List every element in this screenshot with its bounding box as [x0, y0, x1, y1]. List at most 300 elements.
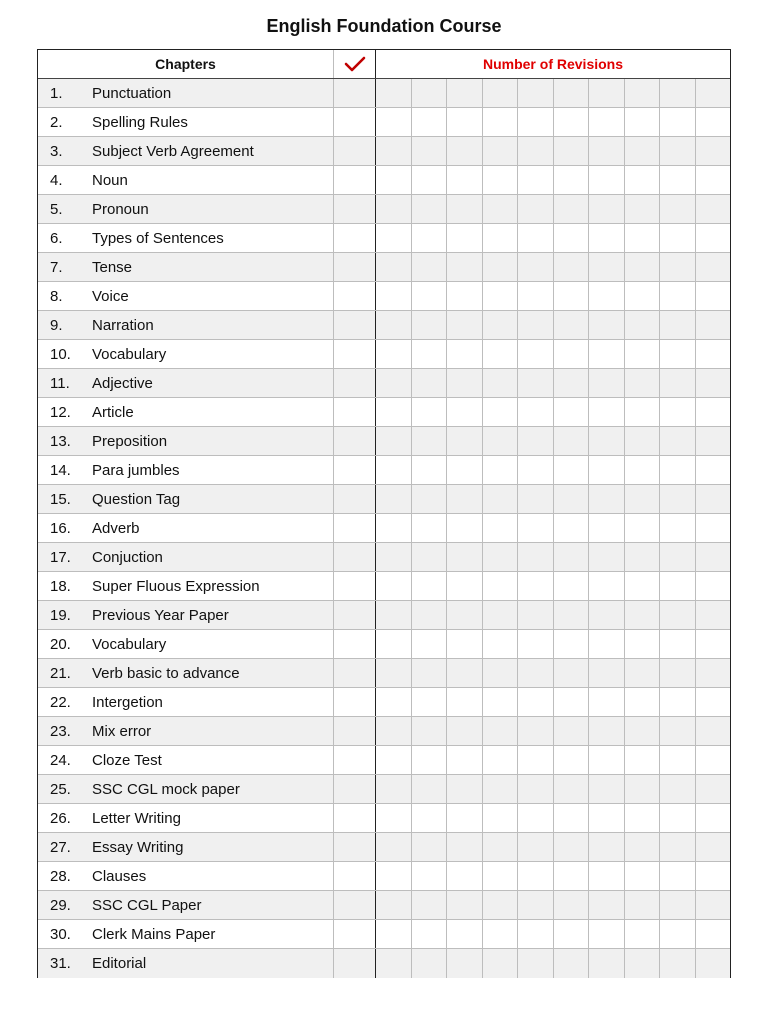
revision-cell[interactable]	[518, 601, 554, 629]
revision-cell[interactable]	[696, 630, 731, 658]
revision-cell[interactable]	[554, 746, 590, 774]
revision-cell[interactable]	[625, 891, 661, 919]
revision-cell[interactable]	[412, 746, 448, 774]
revision-cell[interactable]	[625, 833, 661, 861]
revision-cell[interactable]	[518, 659, 554, 687]
revision-cell[interactable]	[696, 340, 731, 368]
revision-cell[interactable]	[447, 862, 483, 890]
revision-cell[interactable]	[660, 224, 696, 252]
revision-cell[interactable]	[447, 688, 483, 716]
revision-cell[interactable]	[660, 891, 696, 919]
revision-cell[interactable]	[447, 108, 483, 136]
revision-cell[interactable]	[483, 833, 519, 861]
revision-cell[interactable]	[554, 862, 590, 890]
revision-cell[interactable]	[412, 949, 448, 978]
revision-cell[interactable]	[447, 427, 483, 455]
revision-cell[interactable]	[376, 833, 412, 861]
revision-cell[interactable]	[660, 398, 696, 426]
revision-cell[interactable]	[554, 514, 590, 542]
revision-cell[interactable]	[589, 340, 625, 368]
revision-cell[interactable]	[696, 398, 731, 426]
revision-cell[interactable]	[589, 137, 625, 165]
revision-cell[interactable]	[376, 949, 412, 978]
revision-cell[interactable]	[447, 630, 483, 658]
revision-cell[interactable]	[483, 514, 519, 542]
revision-cell[interactable]	[554, 195, 590, 223]
revision-cell[interactable]	[376, 456, 412, 484]
revision-cell[interactable]	[412, 572, 448, 600]
revision-cell[interactable]	[518, 166, 554, 194]
revision-cell[interactable]	[412, 543, 448, 571]
revision-cell[interactable]	[696, 108, 731, 136]
revision-cell[interactable]	[625, 253, 661, 281]
revision-cell[interactable]	[412, 108, 448, 136]
revision-cell[interactable]	[376, 746, 412, 774]
revision-cell[interactable]	[625, 572, 661, 600]
revision-cell[interactable]	[483, 398, 519, 426]
revision-cell[interactable]	[376, 920, 412, 948]
revision-cell[interactable]	[660, 572, 696, 600]
revision-cell[interactable]	[376, 137, 412, 165]
completion-check-cell[interactable]	[334, 311, 376, 339]
revision-cell[interactable]	[483, 688, 519, 716]
revision-cell[interactable]	[412, 833, 448, 861]
revision-cell[interactable]	[554, 804, 590, 832]
revision-cell[interactable]	[447, 601, 483, 629]
revision-cell[interactable]	[589, 659, 625, 687]
revision-cell[interactable]	[483, 920, 519, 948]
revision-cell[interactable]	[625, 398, 661, 426]
revision-cell[interactable]	[554, 398, 590, 426]
revision-cell[interactable]	[518, 108, 554, 136]
revision-cell[interactable]	[660, 949, 696, 978]
revision-cell[interactable]	[412, 398, 448, 426]
revision-cell[interactable]	[660, 659, 696, 687]
revision-cell[interactable]	[447, 166, 483, 194]
revision-cell[interactable]	[589, 543, 625, 571]
completion-check-cell[interactable]	[334, 746, 376, 774]
revision-cell[interactable]	[412, 224, 448, 252]
revision-cell[interactable]	[589, 311, 625, 339]
revision-cell[interactable]	[376, 369, 412, 397]
revision-cell[interactable]	[447, 369, 483, 397]
revision-cell[interactable]	[447, 485, 483, 513]
revision-cell[interactable]	[625, 804, 661, 832]
revision-cell[interactable]	[554, 253, 590, 281]
revision-cell[interactable]	[518, 369, 554, 397]
revision-cell[interactable]	[696, 79, 731, 107]
revision-cell[interactable]	[589, 746, 625, 774]
revision-cell[interactable]	[660, 369, 696, 397]
revision-cell[interactable]	[483, 804, 519, 832]
revision-cell[interactable]	[589, 282, 625, 310]
revision-cell[interactable]	[696, 427, 731, 455]
revision-cell[interactable]	[376, 630, 412, 658]
revision-cell[interactable]	[696, 862, 731, 890]
revision-cell[interactable]	[696, 543, 731, 571]
revision-cell[interactable]	[625, 311, 661, 339]
revision-cell[interactable]	[483, 340, 519, 368]
revision-cell[interactable]	[660, 746, 696, 774]
revision-cell[interactable]	[660, 514, 696, 542]
revision-cell[interactable]	[518, 340, 554, 368]
revision-cell[interactable]	[376, 688, 412, 716]
revision-cell[interactable]	[412, 717, 448, 745]
revision-cell[interactable]	[589, 833, 625, 861]
revision-cell[interactable]	[518, 862, 554, 890]
revision-cell[interactable]	[518, 79, 554, 107]
revision-cell[interactable]	[376, 253, 412, 281]
revision-cell[interactable]	[376, 195, 412, 223]
revision-cell[interactable]	[625, 108, 661, 136]
revision-cell[interactable]	[589, 108, 625, 136]
revision-cell[interactable]	[696, 282, 731, 310]
revision-cell[interactable]	[447, 543, 483, 571]
revision-cell[interactable]	[625, 166, 661, 194]
revision-cell[interactable]	[483, 485, 519, 513]
revision-cell[interactable]	[376, 804, 412, 832]
revision-cell[interactable]	[589, 630, 625, 658]
completion-check-cell[interactable]	[334, 253, 376, 281]
completion-check-cell[interactable]	[334, 224, 376, 252]
revision-cell[interactable]	[483, 891, 519, 919]
revision-cell[interactable]	[554, 949, 590, 978]
revision-cell[interactable]	[660, 166, 696, 194]
completion-check-cell[interactable]	[334, 833, 376, 861]
completion-check-cell[interactable]	[334, 601, 376, 629]
revision-cell[interactable]	[696, 224, 731, 252]
revision-cell[interactable]	[447, 920, 483, 948]
revision-cell[interactable]	[518, 195, 554, 223]
revision-cell[interactable]	[696, 253, 731, 281]
revision-cell[interactable]	[696, 688, 731, 716]
revision-cell[interactable]	[696, 572, 731, 600]
completion-check-cell[interactable]	[334, 688, 376, 716]
revision-cell[interactable]	[554, 224, 590, 252]
revision-cell[interactable]	[660, 688, 696, 716]
revision-cell[interactable]	[696, 137, 731, 165]
revision-cell[interactable]	[447, 282, 483, 310]
revision-cell[interactable]	[554, 79, 590, 107]
revision-cell[interactable]	[518, 630, 554, 658]
completion-check-cell[interactable]	[334, 862, 376, 890]
revision-cell[interactable]	[412, 804, 448, 832]
completion-check-cell[interactable]	[334, 137, 376, 165]
revision-cell[interactable]	[589, 891, 625, 919]
completion-check-cell[interactable]	[334, 398, 376, 426]
revision-cell[interactable]	[412, 688, 448, 716]
revision-cell[interactable]	[554, 601, 590, 629]
revision-cell[interactable]	[696, 833, 731, 861]
revision-cell[interactable]	[696, 949, 731, 978]
revision-cell[interactable]	[376, 717, 412, 745]
revision-cell[interactable]	[376, 166, 412, 194]
revision-cell[interactable]	[447, 804, 483, 832]
revision-cell[interactable]	[518, 311, 554, 339]
revision-cell[interactable]	[554, 311, 590, 339]
revision-cell[interactable]	[412, 282, 448, 310]
revision-cell[interactable]	[518, 688, 554, 716]
revision-cell[interactable]	[589, 601, 625, 629]
revision-cell[interactable]	[554, 717, 590, 745]
revision-cell[interactable]	[625, 775, 661, 803]
revision-cell[interactable]	[625, 195, 661, 223]
revision-cell[interactable]	[412, 514, 448, 542]
revision-cell[interactable]	[447, 717, 483, 745]
revision-cell[interactable]	[518, 485, 554, 513]
revision-cell[interactable]	[483, 79, 519, 107]
revision-cell[interactable]	[483, 195, 519, 223]
revision-cell[interactable]	[518, 224, 554, 252]
revision-cell[interactable]	[589, 688, 625, 716]
revision-cell[interactable]	[447, 891, 483, 919]
revision-cell[interactable]	[376, 543, 412, 571]
revision-cell[interactable]	[412, 601, 448, 629]
revision-cell[interactable]	[518, 804, 554, 832]
revision-cell[interactable]	[447, 195, 483, 223]
revision-cell[interactable]	[554, 108, 590, 136]
revision-cell[interactable]	[412, 79, 448, 107]
revision-cell[interactable]	[412, 253, 448, 281]
revision-cell[interactable]	[412, 920, 448, 948]
revision-cell[interactable]	[589, 862, 625, 890]
completion-check-cell[interactable]	[334, 79, 376, 107]
revision-cell[interactable]	[518, 572, 554, 600]
revision-cell[interactable]	[518, 891, 554, 919]
revision-cell[interactable]	[518, 253, 554, 281]
completion-check-cell[interactable]	[334, 514, 376, 542]
completion-check-cell[interactable]	[334, 775, 376, 803]
revision-cell[interactable]	[696, 514, 731, 542]
revision-cell[interactable]	[554, 369, 590, 397]
revision-cell[interactable]	[483, 456, 519, 484]
revision-cell[interactable]	[625, 369, 661, 397]
revision-cell[interactable]	[483, 108, 519, 136]
revision-cell[interactable]	[376, 862, 412, 890]
revision-cell[interactable]	[625, 427, 661, 455]
revision-cell[interactable]	[483, 427, 519, 455]
revision-cell[interactable]	[625, 862, 661, 890]
revision-cell[interactable]	[447, 79, 483, 107]
revision-cell[interactable]	[483, 543, 519, 571]
revision-cell[interactable]	[518, 456, 554, 484]
revision-cell[interactable]	[376, 601, 412, 629]
revision-cell[interactable]	[660, 601, 696, 629]
revision-cell[interactable]	[376, 224, 412, 252]
revision-cell[interactable]	[589, 224, 625, 252]
revision-cell[interactable]	[554, 485, 590, 513]
revision-cell[interactable]	[625, 514, 661, 542]
revision-cell[interactable]	[589, 79, 625, 107]
revision-cell[interactable]	[518, 398, 554, 426]
revision-cell[interactable]	[660, 833, 696, 861]
revision-cell[interactable]	[625, 659, 661, 687]
completion-check-cell[interactable]	[334, 949, 376, 978]
revision-cell[interactable]	[412, 427, 448, 455]
revision-cell[interactable]	[554, 340, 590, 368]
revision-cell[interactable]	[554, 659, 590, 687]
revision-cell[interactable]	[660, 717, 696, 745]
revision-cell[interactable]	[483, 253, 519, 281]
revision-cell[interactable]	[589, 427, 625, 455]
revision-cell[interactable]	[483, 717, 519, 745]
revision-cell[interactable]	[518, 833, 554, 861]
revision-cell[interactable]	[660, 775, 696, 803]
completion-check-cell[interactable]	[334, 717, 376, 745]
revision-cell[interactable]	[554, 282, 590, 310]
completion-check-cell[interactable]	[334, 485, 376, 513]
revision-cell[interactable]	[376, 79, 412, 107]
completion-check-cell[interactable]	[334, 543, 376, 571]
revision-cell[interactable]	[625, 485, 661, 513]
revision-cell[interactable]	[589, 572, 625, 600]
revision-cell[interactable]	[625, 949, 661, 978]
revision-cell[interactable]	[660, 427, 696, 455]
revision-cell[interactable]	[376, 485, 412, 513]
revision-cell[interactable]	[554, 166, 590, 194]
revision-cell[interactable]	[554, 891, 590, 919]
revision-cell[interactable]	[696, 891, 731, 919]
revision-cell[interactable]	[660, 195, 696, 223]
completion-check-cell[interactable]	[334, 572, 376, 600]
revision-cell[interactable]	[660, 485, 696, 513]
revision-cell[interactable]	[376, 659, 412, 687]
completion-check-cell[interactable]	[334, 659, 376, 687]
revision-cell[interactable]	[518, 282, 554, 310]
revision-cell[interactable]	[589, 485, 625, 513]
revision-cell[interactable]	[483, 224, 519, 252]
revision-cell[interactable]	[696, 775, 731, 803]
revision-cell[interactable]	[696, 195, 731, 223]
completion-check-cell[interactable]	[334, 920, 376, 948]
revision-cell[interactable]	[660, 79, 696, 107]
revision-cell[interactable]	[483, 601, 519, 629]
revision-cell[interactable]	[625, 746, 661, 774]
revision-cell[interactable]	[483, 949, 519, 978]
revision-cell[interactable]	[483, 137, 519, 165]
completion-check-cell[interactable]	[334, 340, 376, 368]
revision-cell[interactable]	[376, 108, 412, 136]
revision-cell[interactable]	[447, 253, 483, 281]
revision-cell[interactable]	[518, 137, 554, 165]
revision-cell[interactable]	[660, 137, 696, 165]
revision-cell[interactable]	[625, 224, 661, 252]
revision-cell[interactable]	[518, 427, 554, 455]
revision-cell[interactable]	[660, 862, 696, 890]
revision-cell[interactable]	[376, 340, 412, 368]
revision-cell[interactable]	[696, 804, 731, 832]
revision-cell[interactable]	[483, 775, 519, 803]
completion-check-cell[interactable]	[334, 166, 376, 194]
revision-cell[interactable]	[554, 137, 590, 165]
revision-cell[interactable]	[696, 920, 731, 948]
revision-cell[interactable]	[589, 166, 625, 194]
revision-cell[interactable]	[554, 833, 590, 861]
revision-cell[interactable]	[447, 659, 483, 687]
revision-cell[interactable]	[625, 688, 661, 716]
revision-cell[interactable]	[412, 862, 448, 890]
revision-cell[interactable]	[625, 79, 661, 107]
revision-cell[interactable]	[696, 369, 731, 397]
revision-cell[interactable]	[589, 717, 625, 745]
completion-check-cell[interactable]	[334, 369, 376, 397]
revision-cell[interactable]	[696, 659, 731, 687]
revision-cell[interactable]	[518, 920, 554, 948]
revision-cell[interactable]	[589, 514, 625, 542]
revision-cell[interactable]	[696, 717, 731, 745]
revision-cell[interactable]	[412, 630, 448, 658]
completion-check-cell[interactable]	[334, 195, 376, 223]
revision-cell[interactable]	[625, 340, 661, 368]
revision-cell[interactable]	[447, 456, 483, 484]
revision-cell[interactable]	[376, 891, 412, 919]
revision-cell[interactable]	[412, 340, 448, 368]
revision-cell[interactable]	[518, 717, 554, 745]
completion-check-cell[interactable]	[334, 427, 376, 455]
revision-cell[interactable]	[447, 398, 483, 426]
revision-cell[interactable]	[554, 456, 590, 484]
revision-cell[interactable]	[589, 804, 625, 832]
revision-cell[interactable]	[518, 746, 554, 774]
revision-cell[interactable]	[554, 427, 590, 455]
revision-cell[interactable]	[660, 920, 696, 948]
revision-cell[interactable]	[376, 398, 412, 426]
revision-cell[interactable]	[447, 514, 483, 542]
revision-cell[interactable]	[412, 311, 448, 339]
revision-cell[interactable]	[483, 282, 519, 310]
revision-cell[interactable]	[589, 398, 625, 426]
revision-cell[interactable]	[483, 166, 519, 194]
revision-cell[interactable]	[660, 108, 696, 136]
revision-cell[interactable]	[660, 804, 696, 832]
revision-cell[interactable]	[412, 659, 448, 687]
revision-cell[interactable]	[589, 775, 625, 803]
revision-cell[interactable]	[589, 195, 625, 223]
revision-cell[interactable]	[660, 311, 696, 339]
revision-cell[interactable]	[625, 543, 661, 571]
revision-cell[interactable]	[447, 340, 483, 368]
revision-cell[interactable]	[376, 514, 412, 542]
revision-cell[interactable]	[412, 775, 448, 803]
revision-cell[interactable]	[589, 456, 625, 484]
revision-cell[interactable]	[660, 282, 696, 310]
revision-cell[interactable]	[483, 862, 519, 890]
revision-cell[interactable]	[696, 601, 731, 629]
revision-cell[interactable]	[447, 224, 483, 252]
revision-cell[interactable]	[625, 137, 661, 165]
revision-cell[interactable]	[625, 282, 661, 310]
revision-cell[interactable]	[554, 688, 590, 716]
revision-cell[interactable]	[483, 311, 519, 339]
revision-cell[interactable]	[696, 746, 731, 774]
completion-check-cell[interactable]	[334, 108, 376, 136]
revision-cell[interactable]	[376, 282, 412, 310]
revision-cell[interactable]	[589, 369, 625, 397]
revision-cell[interactable]	[589, 949, 625, 978]
revision-cell[interactable]	[554, 572, 590, 600]
revision-cell[interactable]	[412, 195, 448, 223]
revision-cell[interactable]	[483, 659, 519, 687]
revision-cell[interactable]	[625, 920, 661, 948]
revision-cell[interactable]	[447, 775, 483, 803]
revision-cell[interactable]	[518, 949, 554, 978]
revision-cell[interactable]	[660, 543, 696, 571]
revision-cell[interactable]	[660, 456, 696, 484]
revision-cell[interactable]	[660, 253, 696, 281]
revision-cell[interactable]	[447, 311, 483, 339]
revision-cell[interactable]	[483, 369, 519, 397]
revision-cell[interactable]	[412, 891, 448, 919]
